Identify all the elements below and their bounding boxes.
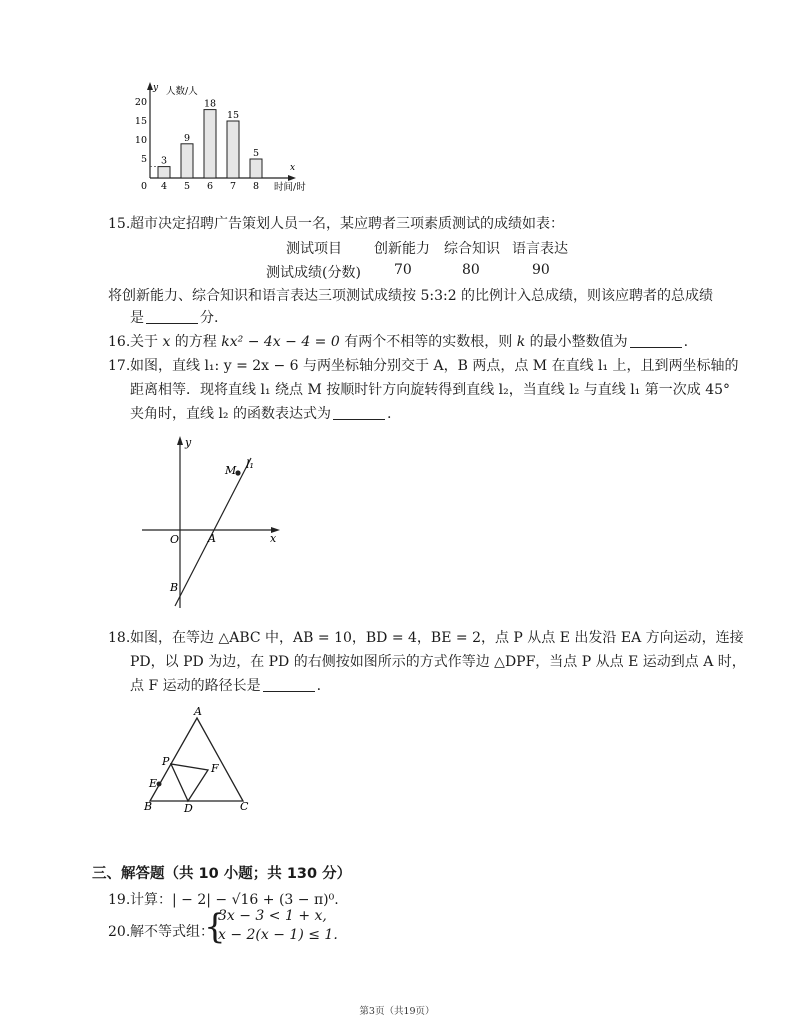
x-tick-label: 4 xyxy=(160,181,168,192)
q17-end: . xyxy=(387,406,392,422)
q15-score-table xyxy=(0,236,794,286)
y-tick-label: 15 xyxy=(134,116,147,127)
score-creativity: 70 xyxy=(394,262,412,278)
q16-end: . xyxy=(683,334,689,350)
y-axis-arrow-icon xyxy=(177,436,183,445)
q17-line3-text: 夹角时，直线 l₂ 的函数表达式为 xyxy=(130,406,331,422)
y-tick-label: 5 xyxy=(140,154,147,165)
label-B: B xyxy=(144,800,153,813)
x-axis-symbol: x xyxy=(290,163,296,173)
x-tick-label: 8 xyxy=(252,181,260,192)
q16-pre: 关于 xyxy=(130,334,163,350)
label-y: y xyxy=(185,436,192,449)
q17-line1: 如图，直线 l₁: y = 2x − 6 与两坐标轴分别交于 A，B 两点，点 M 在直线 l₁ 上，且到两坐标轴的 xyxy=(130,358,739,374)
bar xyxy=(227,121,239,178)
q15-line3-pre: 是 xyxy=(130,310,144,326)
score-knowledge: 80 xyxy=(462,262,480,278)
label-D: D xyxy=(184,802,193,815)
q20-pre: 解不等式组： xyxy=(130,924,214,940)
score-language: 90 xyxy=(532,262,550,278)
label-l1: l₁ xyxy=(246,458,254,471)
answer-blank xyxy=(263,677,315,692)
label-F: F xyxy=(211,762,219,775)
label-P: P xyxy=(162,755,170,768)
bar-data-label: 15 xyxy=(226,110,240,121)
q18-number: 18. xyxy=(108,630,131,646)
answer-blank xyxy=(333,405,385,420)
q17-figure xyxy=(140,432,300,612)
q17-number: 17. xyxy=(108,358,131,374)
y-axis-label: 人数/人 xyxy=(166,86,198,97)
q15-line3-post: 分. xyxy=(200,310,219,326)
table-header-knowledge: 综合知识 xyxy=(444,241,500,257)
q20-ineq1: 3x − 3 < 1 + x, xyxy=(218,908,327,924)
bar xyxy=(181,144,193,178)
q19-text: 计算：| − 2| − √16 + (3 − π)⁰. xyxy=(130,892,339,908)
x-tick-label: 5 xyxy=(183,181,191,192)
label-M: M xyxy=(225,464,237,477)
q15-number: 15. xyxy=(108,216,131,232)
x-tick-label: 7 xyxy=(229,181,237,192)
q20-number: 20. xyxy=(108,924,131,940)
left-brace: { xyxy=(204,907,226,947)
label-C: C xyxy=(240,800,249,813)
q18-line3-text: 点 F 运动的路径长是 xyxy=(130,678,261,694)
bar-data-label: 18 xyxy=(203,98,217,110)
section-title: 三、解答题（共 10 小题；共 130 分） xyxy=(92,866,352,882)
bar-data-label: 5 xyxy=(252,148,260,159)
q18-figure xyxy=(140,704,260,815)
label-A: A xyxy=(194,705,202,718)
q18-line3 xyxy=(130,674,321,698)
bar-chart xyxy=(134,83,330,200)
q16-mid1: 的方程 xyxy=(170,334,222,350)
label-E: E xyxy=(149,777,158,790)
bar xyxy=(250,159,262,178)
label-A: A xyxy=(208,532,216,545)
answer-blank xyxy=(146,309,198,324)
origin-label: 0 xyxy=(141,181,148,192)
bar-data-label: 9 xyxy=(183,132,191,144)
q15-line2: 将创新能力、综合知识和语言表达三项测试成绩按 5:3:2 的比例计入总成绩，则该应聘者的总成绩 xyxy=(108,288,714,304)
triangle-DPF xyxy=(171,764,208,801)
y-axis-symbol: y xyxy=(153,83,159,93)
label-B: B xyxy=(170,581,179,594)
table-header-item: 测试项目 xyxy=(286,241,342,257)
page-footer: 第3页（共19页） xyxy=(359,1006,435,1017)
q18-line1: 如图，在等边 △ABC 中，AB = 10，BD = 4，BE = 2，点 P 从点 E 出发沿 EA 方向运动，连接 xyxy=(130,630,744,646)
q15-line1: 超市决定招聘广告策划人员一名，某应聘者三项素质测试的成绩如表： xyxy=(130,216,564,232)
bar-data-label: 3 xyxy=(160,155,168,167)
table-header-creativity: 创新能力 xyxy=(374,241,430,257)
q16-equation: kx² − 4x − 4 = 0 xyxy=(221,334,340,350)
bar xyxy=(204,110,216,178)
table-row-label: 测试成绩(分数) xyxy=(266,265,361,281)
q18-line2: PD，以 PD 为边，在 PD 的右侧按如图所示的方式作等边 △DPF，当点 P 从点 E 运动到点 A 时， xyxy=(130,654,746,670)
y-tick-label: 20 xyxy=(134,97,147,108)
q17-line3 xyxy=(130,402,391,426)
q16-number: 16. xyxy=(108,334,131,350)
x-axis-arrow-icon xyxy=(288,175,296,181)
q16-post: 的最小整数值为 xyxy=(525,334,628,350)
answer-blank xyxy=(630,333,682,348)
label-x: x xyxy=(270,532,277,545)
q15-line3 xyxy=(130,306,218,330)
x-tick-label: 6 xyxy=(206,181,214,192)
point-E xyxy=(157,782,162,787)
y-tick-label: 10 xyxy=(134,135,147,146)
q18-end: . xyxy=(316,678,322,694)
bar xyxy=(158,167,170,178)
q16-var-x: x xyxy=(162,334,171,350)
label-O: O xyxy=(170,533,180,546)
q16-text xyxy=(130,330,688,354)
x-axis-label: 时间/时 xyxy=(274,182,306,193)
q20-ineq2: x − 2(x − 1) ≤ 1. xyxy=(218,927,338,943)
table-header-language: 语言表达 xyxy=(512,241,568,257)
q19-number: 19. xyxy=(108,892,131,908)
q16-var-k: k xyxy=(516,334,526,350)
q16-mid2: 有两个不相等的实数根，则 xyxy=(339,334,517,350)
q17-line2: 距离相等．现将直线 l₁ 绕点 M 按顺时针方向旋转得到直线 l₂，当直线 l₂ 与直线 l₁ 第一次成 45° xyxy=(130,382,731,398)
